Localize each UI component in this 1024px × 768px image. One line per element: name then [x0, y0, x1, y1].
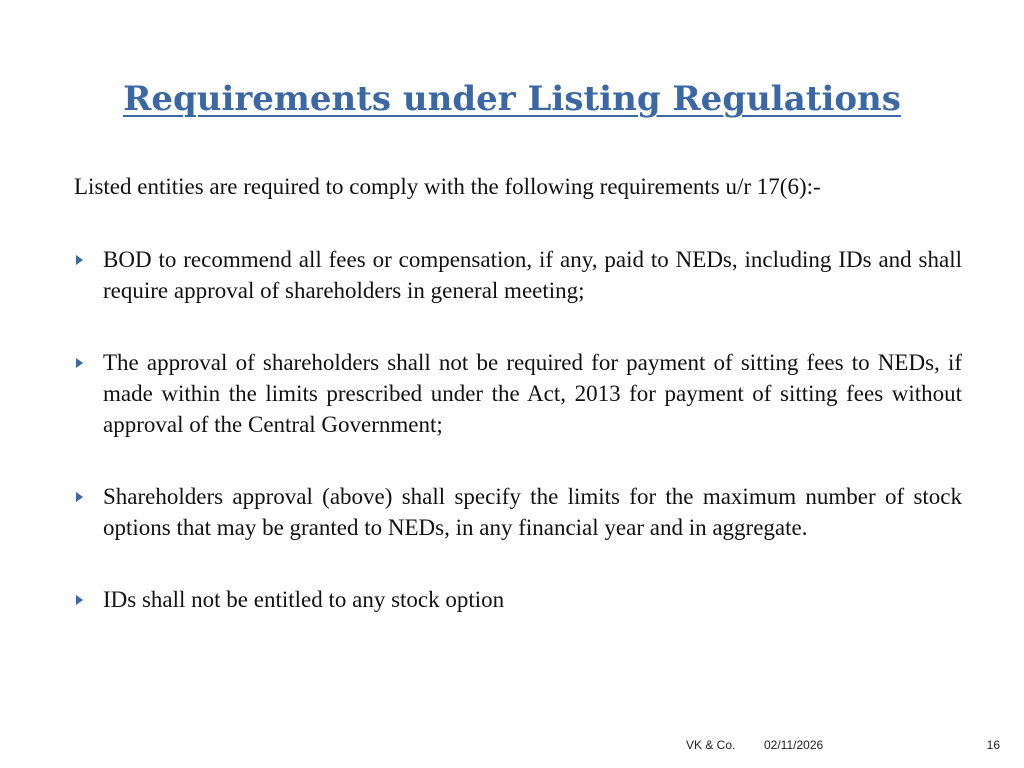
slide-title-text: Requirements under Listing Regulations	[123, 79, 901, 119]
intro-paragraph: Listed entities are required to comply with the following requirements u/r 17(6):-	[74, 174, 821, 199]
footer-company: VK & Co.	[686, 738, 736, 752]
slide-title	[0, 74, 1024, 124]
footer-page-number: 16	[986, 738, 1000, 752]
list-item	[74, 347, 962, 440]
bullet-text: Shareholders approval (above) shall specify the limits for the maximum number of stock options that may be granted to NEDs, in any financial year and in aggregate.	[103, 484, 962, 540]
bullet-text: IDs shall not be entitled to any stock option	[103, 587, 505, 612]
bullet-text: BOD to recommend all fees or compensation, if any, paid to NEDs, including IDs and shall require approval of shareholders in general meeting;	[103, 247, 962, 303]
triangle-bullet-icon	[76, 492, 83, 502]
triangle-bullet-icon	[76, 255, 83, 265]
triangle-bullet-icon	[76, 358, 83, 368]
bullet-list	[74, 244, 962, 656]
list-item	[74, 481, 962, 543]
list-item	[74, 244, 962, 306]
bullet-text: The approval of shareholders shall not be required for payment of sitting fees to NEDs, if made within the limits prescribed under the Act, 2013 for payment of sitting fees without approval of the Central Government;	[103, 350, 962, 437]
triangle-bullet-icon	[76, 595, 83, 605]
footer-date: 02/11/2026	[764, 738, 824, 752]
list-item	[74, 584, 962, 615]
